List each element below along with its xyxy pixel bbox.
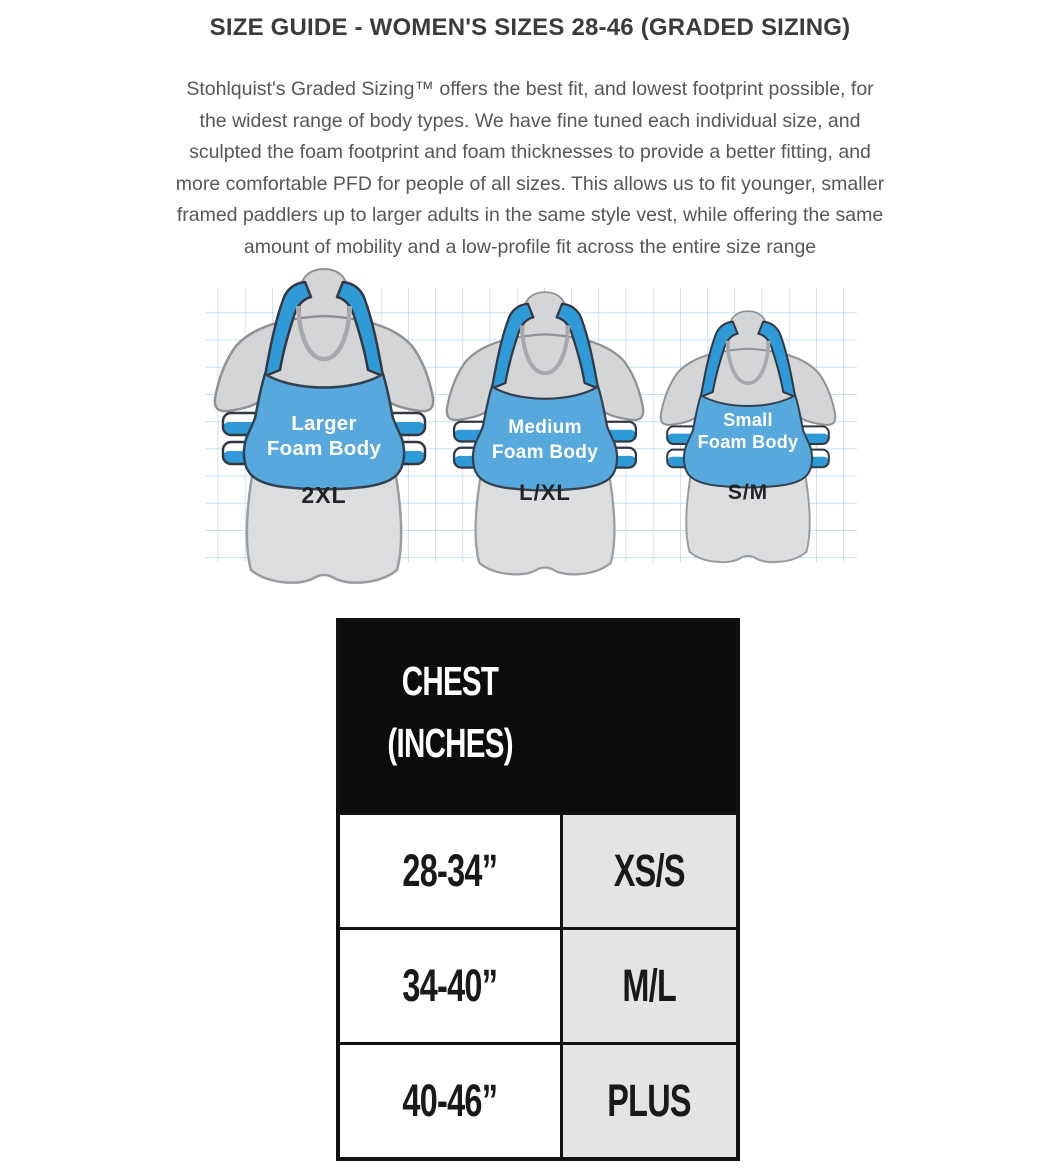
chest-range-cell: 34-40” bbox=[338, 929, 562, 1044]
table-row bbox=[338, 929, 738, 1044]
size-label-sm: S/M bbox=[727, 481, 769, 504]
description-line-6: amount of mobility and a low-profile fit across the entire size range bbox=[243, 235, 817, 258]
description-line-4: more comfortable PFD for people of all sizes. This allows us to fit younger, smaller bbox=[175, 172, 885, 195]
table-row bbox=[338, 1044, 738, 1160]
description-line-3: sculpted the foam footprint and foam thicknesses to provide a better fitting, and bbox=[189, 141, 871, 163]
header-chest-label: CHEST bbox=[401, 658, 499, 704]
chest-range-cell: 40-46” bbox=[338, 1044, 562, 1160]
size-chart-header-text bbox=[340, 655, 560, 779]
size-chart-table bbox=[336, 618, 740, 1161]
size-value-cell: M/L bbox=[562, 929, 739, 1044]
size-chart-header-cell bbox=[338, 620, 738, 814]
vest-foam-label-large-line1: Larger bbox=[291, 412, 357, 435]
header-inches-label: (INCHES) bbox=[387, 720, 513, 766]
size-chart-header-row bbox=[338, 620, 738, 814]
size-value-cell: PLUS bbox=[562, 1044, 739, 1160]
vest-foam-label-small-line1: Small bbox=[723, 410, 773, 430]
vest-foam-label-large-line2: Foam Body bbox=[266, 437, 382, 460]
description-paragraph bbox=[0, 74, 925, 266]
table-row bbox=[338, 814, 738, 929]
vest-foam-label-small-line2: Foam Body bbox=[697, 432, 799, 452]
description-text bbox=[0, 74, 925, 263]
description-line-5: framed paddlers up to larger adults in the same style vest, while offering the same bbox=[176, 204, 884, 226]
size-label-lxl: L/XL bbox=[519, 480, 571, 505]
sizing-diagram bbox=[0, 258, 1044, 594]
page-title: SIZE GUIDE - WOMEN'S SIZES 28-46 (GRADED SIZING) bbox=[209, 14, 851, 41]
size-value-cell: XS/S bbox=[562, 814, 739, 929]
description-line-2: the widest range of body types. We have fine tuned each individual size, and bbox=[199, 109, 861, 132]
vest-foam-label-medium-line1: Medium bbox=[508, 417, 582, 438]
size-label-2xl: 2XL bbox=[301, 482, 347, 508]
vest-foam-label-medium-line2: Foam Body bbox=[491, 442, 599, 463]
chest-range-cell: 28-34” bbox=[338, 814, 562, 929]
description-line-1: Stohlquist's Graded Sizing™ offers the best fit, and lowest footprint possible, for bbox=[186, 78, 874, 100]
